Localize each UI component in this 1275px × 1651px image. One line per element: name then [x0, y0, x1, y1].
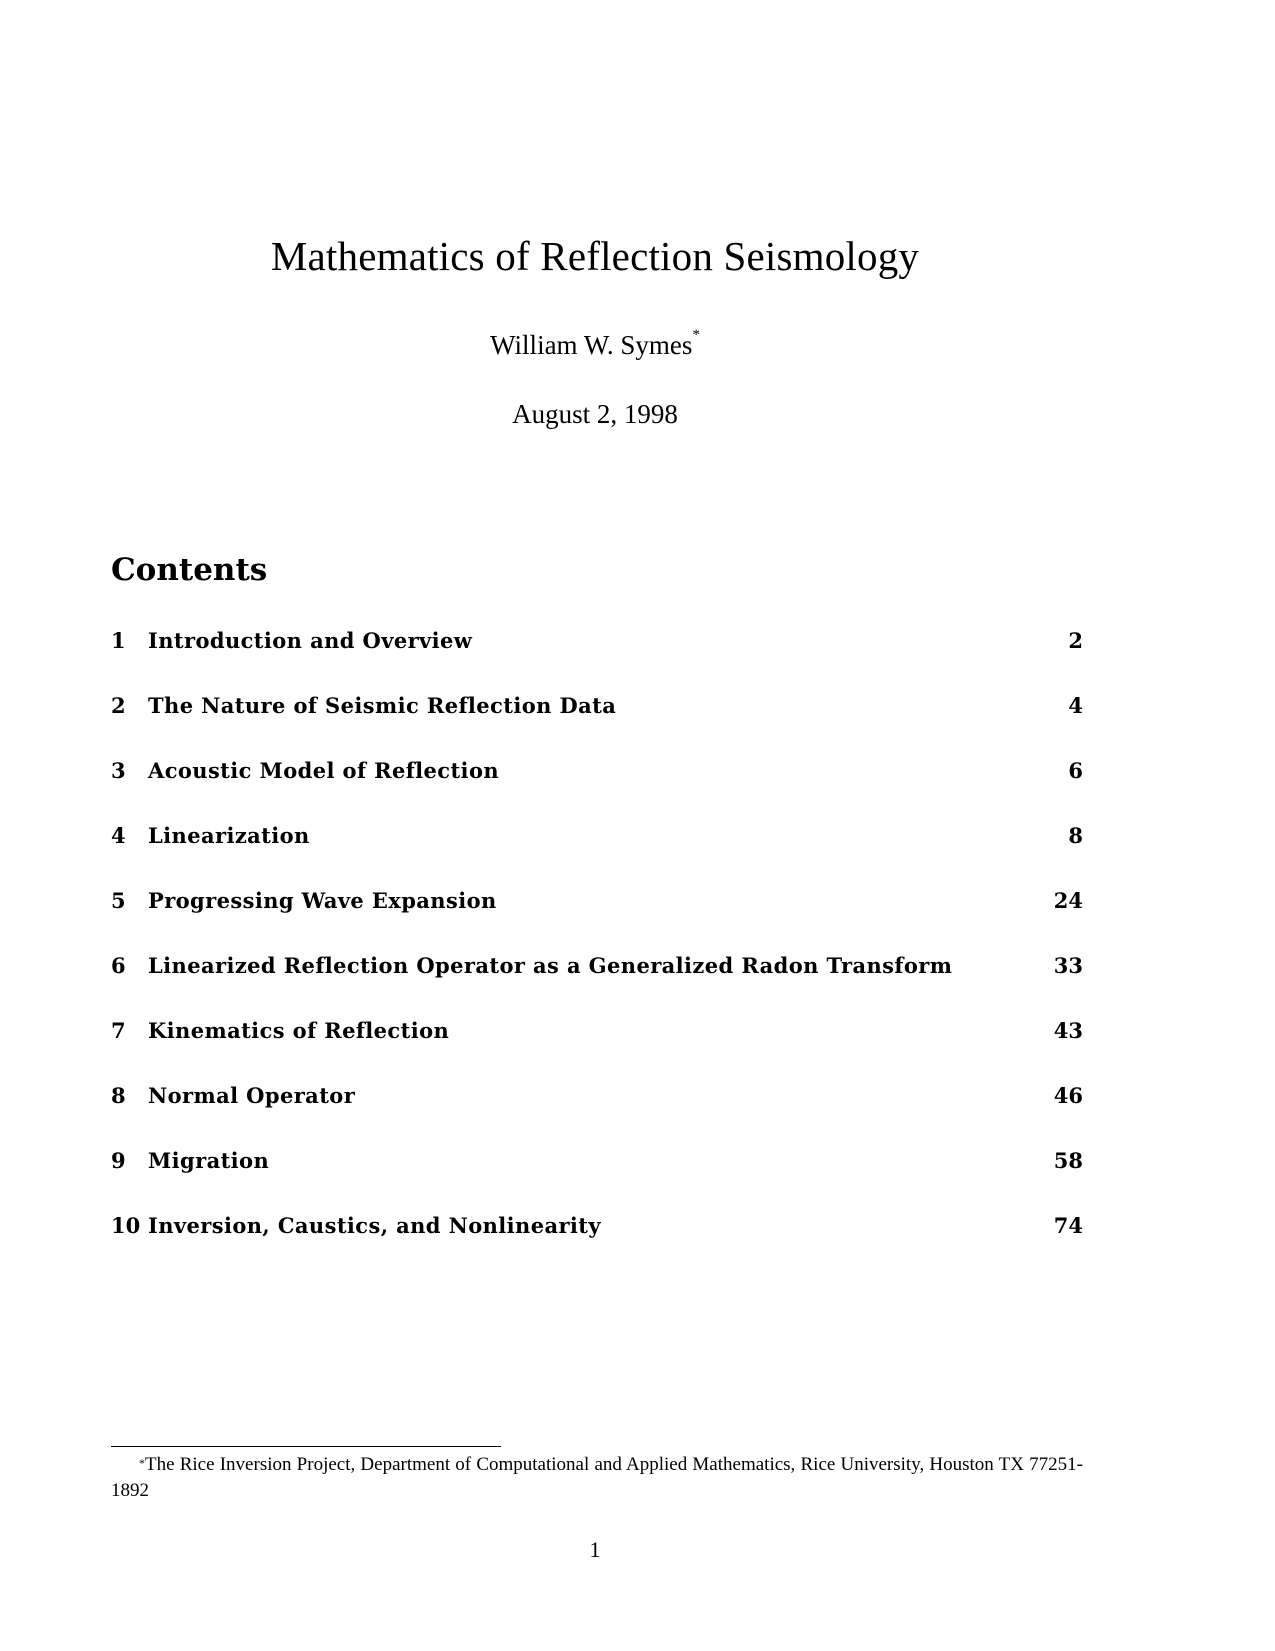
toc-section-number: 7 [111, 1018, 126, 1043]
footnote-mark: * [139, 1456, 145, 1470]
toc-entry [111, 758, 1083, 823]
toc-section-number: 8 [111, 1083, 126, 1108]
toc-section-number: 1 [111, 628, 126, 653]
document-date: August 2, 1998 [512, 399, 678, 429]
toc-entry [111, 628, 1083, 693]
toc-section-title: The Nature of Seismic Reflection Data [148, 693, 617, 718]
toc-page-number: 4 [1068, 693, 1083, 718]
toc-page-number: 43 [1053, 1018, 1083, 1043]
toc-entry [111, 693, 1083, 758]
toc-section-title: Acoustic Model of Reflection [148, 758, 500, 783]
toc-section-title: Linearization [148, 823, 310, 848]
document-title: Mathematics of Reflection Seismology [270, 233, 920, 279]
toc-section-number: 10 [111, 1213, 141, 1238]
toc-page-number: 2 [1068, 628, 1083, 653]
toc-entry [111, 888, 1083, 953]
toc-section-title: Kinematics of Reflection [148, 1018, 450, 1043]
toc-entry [111, 823, 1083, 888]
toc-section-title: Progressing Wave Expansion [148, 888, 497, 913]
toc-section-title: Introduction and Overview [148, 628, 473, 653]
contents-heading: Contents [111, 552, 268, 588]
author-name: William W. Symes [490, 330, 693, 360]
toc-page-number: 58 [1053, 1148, 1083, 1173]
author-footnote-mark: * [692, 327, 700, 343]
toc-page-number: 24 [1053, 888, 1083, 913]
footnote-divider [111, 1446, 501, 1447]
toc-section-title: Normal Operator [148, 1083, 356, 1108]
footnote [111, 1452, 1083, 1504]
toc-entry [111, 1213, 1083, 1278]
toc-section-number: 5 [111, 888, 126, 913]
toc-page-number: 46 [1053, 1083, 1083, 1108]
toc-page-number: 74 [1053, 1213, 1083, 1238]
toc-entry [111, 1018, 1083, 1083]
toc-section-number: 4 [111, 823, 126, 848]
toc-section-title: Inversion, Caustics, and Nonlinearity [148, 1213, 602, 1238]
page-number: 1 [589, 1537, 601, 1562]
toc-entry [111, 1083, 1083, 1148]
toc-page-number: 6 [1068, 758, 1083, 783]
toc-section-number: 2 [111, 693, 126, 718]
toc-section-title: Linearized Reflection Operator as a Generalized Radon Transform [148, 953, 953, 978]
toc-page-number: 33 [1053, 953, 1083, 978]
toc-section-title: Migration [148, 1148, 270, 1173]
footnote-text: The Rice Inversion Project, Department of Computational and Applied Mathematics, Rice University, Houston TX 77251-1892 [111, 1454, 1083, 1501]
toc-section-number: 3 [111, 758, 126, 783]
toc-section-number: 9 [111, 1148, 126, 1173]
toc-entry [111, 953, 1083, 1018]
toc-entry [111, 1148, 1083, 1213]
toc-page-number: 8 [1068, 823, 1083, 848]
toc-section-number: 6 [111, 953, 126, 978]
table-of-contents [111, 628, 1083, 1278]
author-line [0, 327, 1190, 361]
